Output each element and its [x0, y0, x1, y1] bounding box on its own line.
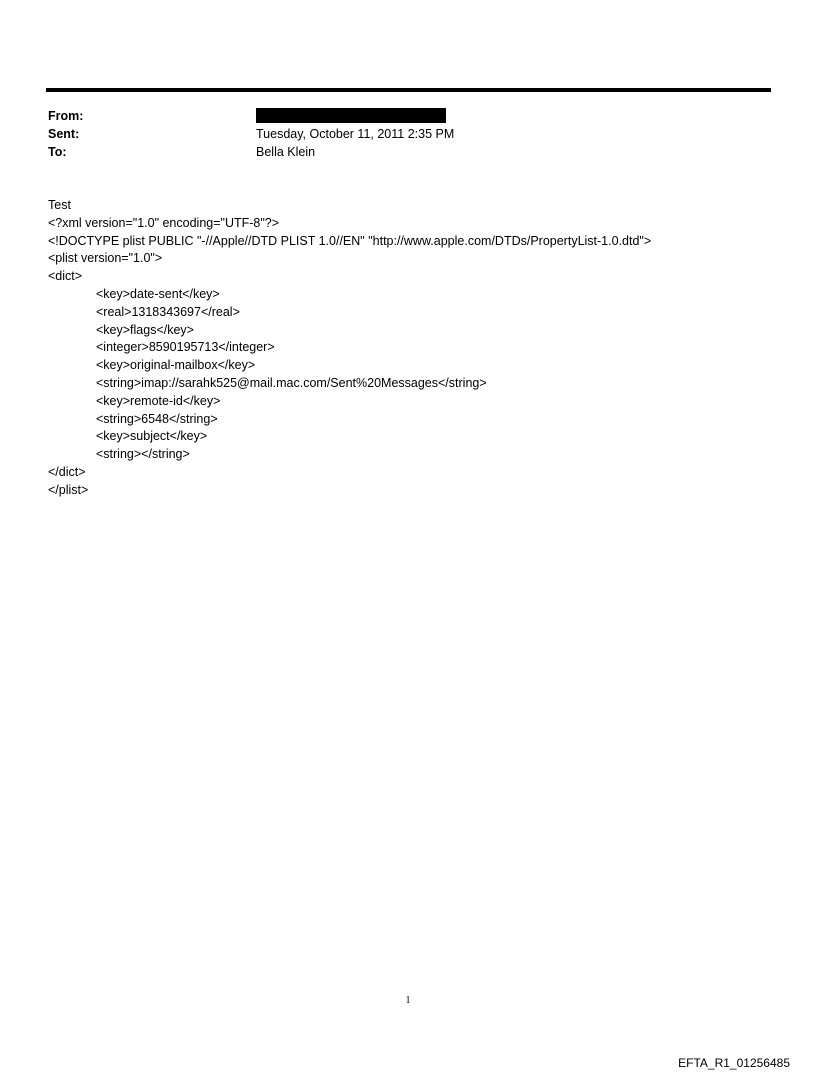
sent-label: Sent:: [48, 127, 80, 141]
body-line: <key>flags</key>: [96, 322, 194, 337]
to-value: Bella Klein: [256, 145, 316, 159]
body-line: <plist version="1.0">: [48, 251, 163, 266]
body-line: <key>remote-id</key>: [96, 393, 221, 408]
from-redaction-bar: [256, 108, 446, 123]
from-label: From:: [48, 109, 84, 123]
bates-number: EFTA_R1_01256485: [678, 1056, 790, 1070]
message-body: [48, 197, 788, 500]
body-line: <dict>: [48, 269, 83, 284]
body-line: <key>original-mailbox</key>: [96, 358, 256, 373]
to-label: To:: [48, 145, 67, 159]
body-line: <string>imap://sarahk525@mail.mac.com/Sent%20Messages</string>: [96, 375, 487, 390]
body-line: <real>1318343697</real>: [96, 304, 240, 319]
body-line: <string>6548</string>: [96, 411, 218, 426]
body-line: <key>date-sent</key>: [96, 286, 220, 301]
body-line: <?xml version="1.0" encoding="UTF-8"?>: [48, 215, 280, 230]
body-line: <key>subject</key>: [96, 429, 208, 444]
sent-value: Tuesday, October 11, 2011 2:35 PM: [256, 127, 455, 141]
body-line: <!DOCTYPE plist PUBLIC "-//Apple//DTD PLIST 1.0//EN" "http://www.apple.com/DTDs/PropertyList-1.0.dtd">: [48, 233, 652, 248]
page-number: 1: [405, 995, 411, 1006]
body-line: </dict>: [48, 464, 86, 479]
body-line: <integer>8590195713</integer>: [96, 340, 275, 355]
body-line: <string></string>: [96, 447, 190, 462]
header-rule: [46, 88, 771, 92]
body-line: </plist>: [48, 482, 89, 497]
body-line: Test: [48, 198, 71, 212]
